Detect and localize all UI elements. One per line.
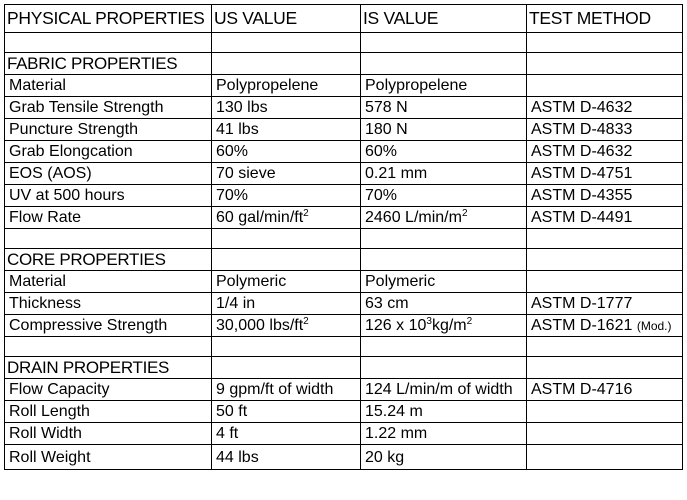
core-section-row <box>5 249 683 271</box>
is-value: 60% <box>361 141 527 163</box>
table-row <box>5 401 683 423</box>
header-us-value: US VALUE <box>212 5 361 33</box>
property-name: Roll Width <box>5 423 212 445</box>
test-method-note: (Mod.) <box>636 318 672 333</box>
table-row <box>5 119 683 141</box>
property-name: Material <box>5 75 212 97</box>
table-row <box>5 379 683 401</box>
us-value: 70 sieve <box>212 163 361 185</box>
property-name: Roll Weight <box>5 445 212 470</box>
us-value: 4 ft <box>212 423 361 445</box>
property-name: Grab Tensile Strength <box>5 97 212 119</box>
property-name: Grab Elongcation <box>5 141 212 163</box>
test-method: ASTM D-4491 <box>527 207 683 229</box>
table-row <box>5 97 683 119</box>
is-value-text: 2460 L/min/m <box>365 209 462 226</box>
fabric-section-title: FABRIC PROPERTIES <box>5 53 212 75</box>
us-value: 60% <box>212 141 361 163</box>
is-value: Polypropelene <box>361 75 527 97</box>
test-method: ASTM D-4751 <box>527 163 683 185</box>
property-name: Compressive Strength <box>5 315 212 337</box>
property-name: Thickness <box>5 293 212 315</box>
test-method: ASTM D-4355 <box>527 185 683 207</box>
is-value-text: 126 x 10 <box>365 317 427 334</box>
us-value: 130 lbs <box>212 97 361 119</box>
property-name: Flow Rate <box>5 207 212 229</box>
table-row <box>5 75 683 97</box>
header-row <box>5 5 683 33</box>
header-property: PHYSICAL PROPERTIES <box>5 5 212 33</box>
is-value-unit: kg/m <box>431 317 467 334</box>
is-value: 578 N <box>361 97 527 119</box>
table-row <box>5 271 683 293</box>
table-row <box>5 315 683 337</box>
us-value: 41 lbs <box>212 119 361 141</box>
test-method: ASTM D-4632 <box>527 141 683 163</box>
is-value: 1.22 mm <box>361 423 527 445</box>
property-name: Roll Length <box>5 401 212 423</box>
is-value <box>361 315 527 337</box>
fabric-section-row <box>5 53 683 75</box>
properties-table-container <box>4 4 682 470</box>
header-test-method: TEST METHOD <box>527 5 683 33</box>
is-value: 70% <box>361 185 527 207</box>
table-row <box>5 141 683 163</box>
is-value: 124 L/min/m of width <box>361 379 527 401</box>
superscript: 2 <box>466 316 473 327</box>
table-row <box>5 185 683 207</box>
us-value-text: 60 gal/min/ft <box>216 209 304 226</box>
test-method <box>527 271 683 293</box>
spacer-row <box>5 337 683 357</box>
table-row <box>5 163 683 185</box>
us-value: Polypropelene <box>212 75 361 97</box>
property-name: UV at 500 hours <box>5 185 212 207</box>
test-method <box>527 75 683 97</box>
us-value: 1/4 in <box>212 293 361 315</box>
test-method: ASTM D-1777 <box>527 293 683 315</box>
test-method <box>527 423 683 445</box>
us-value: Polymeric <box>212 271 361 293</box>
table-row <box>5 445 683 470</box>
us-value: 9 gpm/ft of width <box>212 379 361 401</box>
test-method-text: ASTM D-1621 <box>531 316 633 334</box>
core-section-title: CORE PROPERTIES <box>5 249 212 271</box>
test-method: ASTM D-4833 <box>527 119 683 141</box>
property-name: EOS (AOS) <box>5 163 212 185</box>
test-method <box>527 445 683 470</box>
us-value <box>212 207 361 229</box>
superscript: 2 <box>461 208 468 219</box>
is-value: 63 cm <box>361 293 527 315</box>
property-name: Puncture Strength <box>5 119 212 141</box>
drain-section-row <box>5 357 683 379</box>
is-value: Polymeric <box>361 271 527 293</box>
is-value: 0.21 mm <box>361 163 527 185</box>
superscript: 2 <box>303 316 309 327</box>
table-row <box>5 207 683 229</box>
is-value: 180 N <box>361 119 527 141</box>
superscript: 3 <box>426 316 432 327</box>
test-method <box>527 315 683 337</box>
table-row <box>5 293 683 315</box>
superscript: 2 <box>303 208 309 219</box>
property-name: Flow Capacity <box>5 379 212 401</box>
us-value: 50 ft <box>212 401 361 423</box>
property-name: Material <box>5 271 212 293</box>
is-value <box>361 207 527 229</box>
spacer-row <box>5 33 683 53</box>
us-value <box>212 315 361 337</box>
us-value: 70% <box>212 185 361 207</box>
test-method <box>527 401 683 423</box>
us-value: 44 lbs <box>212 445 361 470</box>
is-value: 15.24 m <box>361 401 527 423</box>
properties-table <box>4 4 683 470</box>
table-row <box>5 423 683 445</box>
is-value: 20 kg <box>361 445 527 470</box>
spacer-row <box>5 229 683 249</box>
test-method: ASTM D-4716 <box>527 379 683 401</box>
us-value-text: 30,000 lbs/ft <box>216 317 304 334</box>
drain-section-title: DRAIN PROPERTIES <box>5 357 212 379</box>
test-method: ASTM D-4632 <box>527 97 683 119</box>
header-is-value: IS VALUE <box>361 5 527 33</box>
